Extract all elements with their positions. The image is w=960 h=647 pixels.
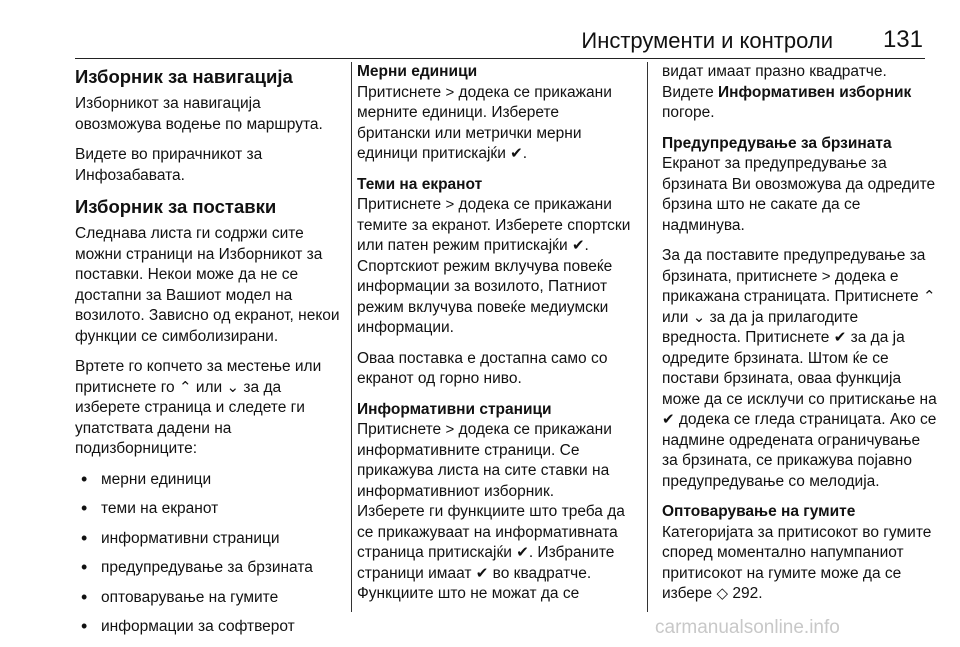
list-item: • предупредување за брзината bbox=[75, 558, 345, 579]
text: додека е прикажана страницата. bbox=[662, 267, 899, 305]
check-icon: ✔ bbox=[833, 329, 847, 346]
text: додека се прикажани мерните единици. Изберете британски или метрички мерни единици притискајќи bbox=[357, 83, 612, 162]
heading-speed-warning: Предупредување за брзината bbox=[662, 134, 892, 152]
column-2 bbox=[357, 62, 633, 615]
text: додека се гледа страницата. Ако се надмине одредената ограничувањe за брзината, се прикажува појавно предупредување со мелодија. bbox=[662, 411, 937, 490]
text: за да ја прилагодите вредноста. bbox=[662, 308, 859, 346]
paragraph: Следнава листа ги содржи сите можни страници на Изборникот за поставки. Некои може да не се достапни за Вашиот модел на возилото. Зависно од екранот, некои функции се симболизирани. bbox=[75, 225, 340, 345]
heading-navigation-menu: Изборник за навигација bbox=[75, 66, 293, 87]
heading-tyre-load: Оптоварување на гумите bbox=[662, 503, 856, 520]
paragraph: Оваа поставка е достапна само со екранот од горно ниво. bbox=[357, 349, 608, 387]
page-reference-icon: ◇ bbox=[716, 585, 729, 602]
check-icon: ✔ bbox=[510, 145, 523, 162]
chevron-down-icon: ⌄ bbox=[226, 378, 240, 396]
page-reference[interactable]: 292. bbox=[732, 585, 763, 602]
paragraph: Екранот за предупредување за брзината Ви овозможува да одредите брзина што не сакате да се надминува. bbox=[662, 155, 936, 234]
paragraph bbox=[75, 357, 345, 460]
text: во квадратче. Функциите што не можат да се bbox=[357, 564, 592, 602]
text: Притиснете bbox=[357, 83, 442, 101]
paragraph: Притиснете > додека се прикажани мерните единици. Изберете британски или метрички мерни единици притискајќи ✔. bbox=[357, 83, 633, 165]
check-icon: ✔ bbox=[662, 411, 675, 428]
text: . Спортскиот режим вклучува повеќе информации за возилото, Патниот режим вклучува повеќе медиумски информации. bbox=[357, 237, 613, 336]
list-item: • информативни страници bbox=[75, 529, 345, 550]
paragraph bbox=[357, 502, 633, 605]
text: Притиснете bbox=[745, 329, 830, 346]
text: За да поставите предупредување за брзината, притиснете bbox=[662, 247, 926, 285]
paragraph: Изборникот за навигација овозможува водење по маршрута. bbox=[75, 95, 323, 133]
list-item: • теми на екранот bbox=[75, 499, 345, 520]
text: Притиснете bbox=[357, 421, 442, 438]
paragraph bbox=[662, 523, 937, 605]
check-icon: ✔ bbox=[475, 564, 489, 582]
column-3 bbox=[662, 62, 937, 615]
heading-themes: Теми на екранот bbox=[357, 175, 483, 193]
chevron-right-icon: > bbox=[445, 83, 455, 101]
heading-info-pages: Информативни страници bbox=[357, 400, 552, 418]
text: видат имаат празно квадратче. Видете bbox=[662, 63, 887, 101]
chevron-up-icon: ⌃ bbox=[178, 378, 192, 396]
page-number: 131 bbox=[882, 26, 923, 53]
chevron-down-icon: ⌄ bbox=[692, 308, 706, 326]
page-header bbox=[75, 24, 925, 59]
text: Притиснете bbox=[834, 288, 919, 305]
column-divider bbox=[351, 62, 352, 612]
column-divider bbox=[647, 62, 648, 612]
heading-units: Мерни единици bbox=[357, 63, 478, 80]
text: или bbox=[195, 378, 223, 396]
list-item: • оптоварување на гумите bbox=[75, 588, 345, 609]
column-1 bbox=[75, 62, 345, 647]
text: или bbox=[662, 308, 689, 326]
heading-settings-menu: Изборник за поставки bbox=[75, 196, 277, 217]
list-item: • информации за софтверот bbox=[75, 617, 345, 638]
list-item: • мерни единици bbox=[75, 470, 345, 491]
check-icon: ✔ bbox=[571, 237, 585, 254]
check-icon: ✔ bbox=[516, 544, 529, 561]
paragraph bbox=[357, 420, 633, 502]
text: . Избраните страници имаат bbox=[357, 544, 615, 582]
watermark: carmanualsonline.info bbox=[655, 617, 840, 638]
paragraph bbox=[662, 246, 937, 492]
text: Изберете ги функциите што треба да се прикажуваат на информативната страница притискајќи bbox=[357, 503, 625, 561]
reference-info-menu: Информативен изборник bbox=[718, 83, 912, 101]
chevron-up-icon: ⌃ bbox=[922, 288, 936, 305]
text: погоре. bbox=[662, 104, 715, 121]
text: додека се прикажани информативните страници. Се прикажува листа на сите ставки на информативниот изборник. bbox=[357, 421, 612, 500]
paragraph bbox=[357, 195, 633, 339]
chevron-right-icon: > bbox=[821, 267, 831, 285]
paragraph bbox=[662, 62, 937, 124]
settings-list bbox=[75, 470, 345, 638]
chevron-right-icon: > bbox=[445, 196, 455, 213]
paragraph: Видете во прирачникот за Инфозабавата. bbox=[75, 146, 263, 184]
text: Вртете го копчето за местење или притиснете го bbox=[75, 358, 322, 396]
text: за да ја одредите брзината. Штом ќе се постави брзината, оваа функција може да се исклучи со притискање на bbox=[662, 329, 937, 408]
chevron-right-icon: > bbox=[445, 421, 455, 438]
text: додека се прикажани темите за екранот. Изберете спортски или патен режим притискајќи bbox=[357, 196, 631, 254]
text: Категоријата за притисокот во гумите според моментално напумпаниот притисокот на гумите може да се избере bbox=[662, 523, 932, 602]
text: за да изберете страница и следете ги упатствата дадени на подизборниците: bbox=[75, 378, 305, 457]
text: Притиснете bbox=[357, 196, 442, 213]
page-title: Инструменти и контроли bbox=[581, 28, 833, 53]
